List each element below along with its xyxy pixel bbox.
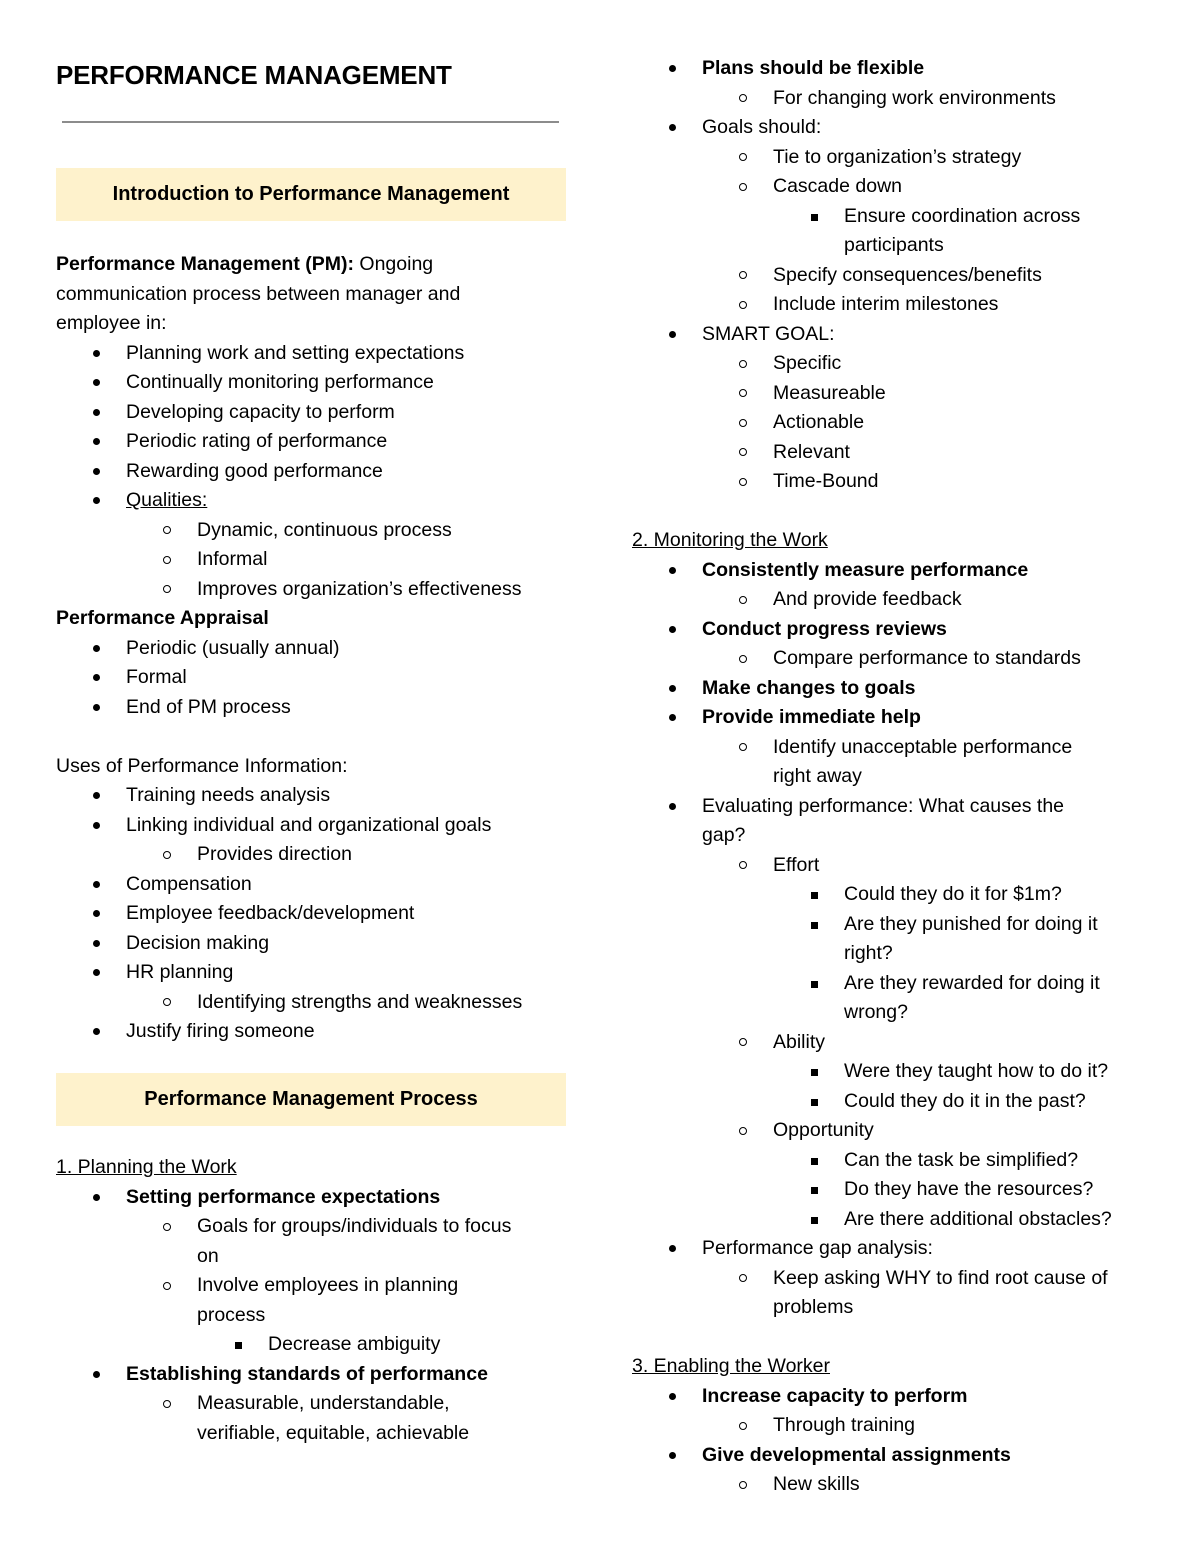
sub-list-item <box>632 143 1162 173</box>
bullet-dot-icon <box>669 65 676 72</box>
item-text: Keep asking WHY to find root cause of <box>773 1266 1108 1289</box>
sub-sub-list-item <box>632 880 1162 910</box>
sub-list-item <box>632 1411 1162 1441</box>
item-text: Could they do it for $1m? <box>844 883 1062 905</box>
item-text: Formal <box>126 666 187 688</box>
item-text: Through training <box>773 1414 916 1436</box>
page-title: PERFORMANCE MANAGEMENT <box>56 60 452 90</box>
item-text: New skills <box>773 1473 860 1495</box>
sub-list-item <box>632 408 1162 438</box>
item-text: Identify unacceptable performance <box>773 735 1073 758</box>
list-item <box>632 674 1162 704</box>
item-text: Developing capacity to perform <box>126 400 395 423</box>
item-text: Goals for groups/individuals to focus <box>197 1215 512 1237</box>
list-item <box>632 1234 1162 1264</box>
bullet-circle-icon <box>739 1038 747 1046</box>
sub-list-item <box>56 1271 568 1301</box>
item-text: Ability <box>773 1030 826 1053</box>
item-text: Are they punished for doing it <box>844 912 1098 935</box>
item-text: Involve employees in planning <box>197 1274 459 1296</box>
sub-list-item-continued: problems <box>773 1296 854 1318</box>
sub-list-item <box>632 172 1162 202</box>
list-item <box>632 320 1162 350</box>
bullet-square-icon <box>811 1217 818 1224</box>
bullet-dot-icon <box>669 714 676 721</box>
bullet-square-icon <box>811 922 818 929</box>
bullet-square-icon <box>811 1099 818 1106</box>
bullet-dot-icon <box>93 350 100 357</box>
bullet-dot-icon <box>93 910 100 917</box>
item-text: Decision making <box>126 931 270 954</box>
item-text: Could they do it in the past? <box>844 1089 1086 1112</box>
bullet-circle-icon <box>739 360 747 368</box>
sub-list-item <box>632 290 1162 320</box>
list-item-qualities <box>56 486 568 516</box>
sub-list-item <box>632 1264 1162 1294</box>
sub-list-item <box>56 1389 568 1419</box>
list-item <box>56 1017 568 1047</box>
bullet-dot-icon <box>669 124 676 131</box>
item-text: Opportunity <box>773 1119 874 1141</box>
bullet-dot-icon <box>669 803 676 810</box>
item-text: Were they taught how to do it? <box>844 1060 1109 1082</box>
list-item <box>56 427 568 457</box>
bullet-dot-icon <box>93 674 100 681</box>
bullet-dot-icon <box>669 685 676 692</box>
bullet-dot-icon <box>93 940 100 947</box>
sub-list-item-continued: process <box>197 1303 266 1326</box>
bullet-circle-icon <box>739 448 747 456</box>
bullet-circle-icon <box>163 585 171 593</box>
list-item <box>632 113 1162 143</box>
sub-list-item-continued: right away <box>773 765 862 787</box>
item-text: For changing work environments <box>773 86 1056 109</box>
bullet-circle-icon <box>739 94 747 102</box>
definition-line: communication process between manager and <box>56 282 461 305</box>
bullet-dot-icon <box>93 1371 100 1378</box>
list-item <box>56 1360 568 1390</box>
bullet-circle-icon <box>163 851 171 859</box>
list-item <box>632 1382 1162 1412</box>
sub-list-item <box>632 349 1162 379</box>
item-text: Goals should: <box>702 116 822 138</box>
list-item <box>56 929 568 959</box>
sub-sub-list-item <box>632 910 1162 940</box>
list-item <box>632 54 1162 84</box>
intro-content <box>56 250 568 1047</box>
item-text: Employee feedback/development <box>126 902 415 924</box>
list-item <box>56 457 568 487</box>
list-item <box>56 781 568 811</box>
bullet-dot-icon <box>669 1245 676 1252</box>
item-text: Performance gap analysis: <box>702 1237 933 1259</box>
bullet-dot-icon <box>93 1194 100 1201</box>
bullet-dot-icon <box>93 379 100 386</box>
list-item <box>56 368 568 398</box>
sub-list-item <box>632 467 1162 497</box>
bullet-circle-icon <box>739 1481 747 1489</box>
bullet-circle-icon <box>739 389 747 397</box>
sub-list-item-continued: on <box>197 1244 219 1267</box>
item-text: And provide feedback <box>773 588 962 610</box>
item-text: Time-Bound <box>773 470 879 492</box>
item-text: Are they rewarded for doing it <box>844 971 1100 994</box>
bullet-dot-icon <box>93 704 100 711</box>
sub-sub-list-item <box>632 969 1162 999</box>
sub-list-item <box>632 84 1162 114</box>
item-text: Identifying strengths and weaknesses <box>197 990 523 1013</box>
item-text: Measurable, understandable, <box>197 1392 450 1414</box>
item-text: Decrease ambiguity <box>268 1333 441 1355</box>
list-item <box>56 398 568 428</box>
bullet-square-icon <box>235 1342 242 1349</box>
bullet-dot-icon <box>93 468 100 475</box>
item-text: Training needs analysis <box>126 784 331 806</box>
item-text: Make changes to goals <box>702 676 916 699</box>
list-item <box>56 339 568 369</box>
item-text: Ensure coordination across <box>844 204 1081 227</box>
bullet-dot-icon <box>669 1393 676 1400</box>
item-text: Measureable <box>773 381 886 404</box>
definition-term: Performance Management (PM): <box>56 253 354 275</box>
list-item <box>56 663 568 693</box>
sub-list-item <box>56 988 568 1018</box>
item-text: Plans should be flexible <box>702 57 925 79</box>
bullet-circle-icon <box>739 596 747 604</box>
item-text: Improves organization’s effectiveness <box>197 577 522 600</box>
bullet-circle-icon <box>739 1422 747 1430</box>
sub-list-item <box>632 851 1162 881</box>
item-text: Are there additional obstacles? <box>844 1207 1112 1230</box>
appraisal-heading: Performance Appraisal <box>56 607 269 629</box>
list-item <box>56 870 568 900</box>
sub-sub-list-item-continued: wrong? <box>844 1001 908 1023</box>
bullet-circle-icon <box>739 743 747 751</box>
bullet-circle-icon <box>163 1400 171 1408</box>
planning-content-continued <box>632 54 1162 1500</box>
bullet-dot-icon <box>669 331 676 338</box>
item-text: Tie to organization’s strategy <box>773 145 1022 168</box>
bullet-dot-icon <box>669 626 676 633</box>
sub-sub-list-item <box>632 1057 1162 1087</box>
item-text: Specify consequences/benefits <box>773 263 1042 286</box>
sub-list-item <box>632 1470 1162 1500</box>
enabling-heading: 3. Enabling the Worker <box>632 1355 830 1377</box>
item-text: Provide immediate help <box>702 706 921 728</box>
bullet-circle-icon <box>739 1127 747 1135</box>
bullet-circle-icon <box>163 1282 171 1290</box>
item-text: Do they have the resources? <box>844 1178 1094 1200</box>
item-text: Compare performance to standards <box>773 647 1081 669</box>
sub-sub-list-item <box>56 1330 568 1360</box>
sub-sub-list-item <box>632 1175 1162 1205</box>
bullet-dot-icon <box>669 567 676 574</box>
item-text: Dynamic, continuous process <box>197 518 452 541</box>
item-text: Periodic rating of performance <box>126 430 388 452</box>
bullet-circle-icon <box>739 419 747 427</box>
title-divider <box>62 121 559 123</box>
bullet-square-icon <box>811 892 818 899</box>
list-item <box>56 693 568 723</box>
item-text: Can the task be simplified? <box>844 1148 1079 1171</box>
bullet-dot-icon <box>93 792 100 799</box>
definition-text: Ongoing <box>359 253 434 275</box>
sub-list-item <box>632 585 1162 615</box>
list-item <box>632 792 1162 822</box>
bullet-dot-icon <box>93 822 100 829</box>
bullet-circle-icon <box>739 655 747 663</box>
item-text: Specific <box>773 352 842 374</box>
bullet-dot-icon <box>93 1028 100 1035</box>
bullet-circle-icon <box>163 526 171 534</box>
list-item <box>632 615 1162 645</box>
bullet-circle-icon <box>163 556 171 564</box>
item-text: HR planning <box>126 961 234 983</box>
sub-sub-list-item <box>632 1205 1162 1235</box>
sub-list-item <box>632 1116 1162 1146</box>
list-item <box>56 1183 568 1213</box>
sub-list-item <box>632 644 1162 674</box>
item-text: Give developmental assignments <box>702 1443 1011 1466</box>
bullet-circle-icon <box>163 998 171 1006</box>
sub-list-item-continued: verifiable, equitable, achievable <box>197 1421 470 1444</box>
item-text: Linking individual and organizational goals <box>126 813 492 836</box>
bullet-square-icon <box>811 1187 818 1194</box>
bullet-circle-icon <box>739 861 747 869</box>
bullet-circle-icon <box>163 1223 171 1231</box>
sub-list-item <box>632 261 1162 291</box>
definition-line <box>56 250 568 280</box>
item-text: Cascade down <box>773 175 902 197</box>
process-section-heading: Performance Management Process <box>56 1073 566 1126</box>
intro-section-heading: Introduction to Performance Management <box>56 168 566 221</box>
item-text: Informal <box>197 548 268 570</box>
item-text: SMART GOAL: <box>702 322 835 345</box>
item-text: Justify firing someone <box>126 1020 315 1042</box>
item-text: Establishing standards of performance <box>126 1362 488 1385</box>
list-item <box>56 958 568 988</box>
item-text: Relevant <box>773 440 850 463</box>
item-text: Rewarding good performance <box>126 459 383 482</box>
item-text: Periodic (usually annual) <box>126 636 340 659</box>
bullet-dot-icon <box>93 645 100 652</box>
sub-list-item <box>56 840 568 870</box>
bullet-square-icon <box>811 981 818 988</box>
uses-heading: Uses of Performance Information: <box>56 754 348 777</box>
bullet-circle-icon <box>739 1274 747 1282</box>
item-text: Setting performance expectations <box>126 1185 441 1208</box>
list-item <box>56 899 568 929</box>
bullet-dot-icon <box>93 969 100 976</box>
item-text: Conduct progress reviews <box>702 617 947 640</box>
list-item-continued: gap? <box>702 824 746 846</box>
item-text: Include interim milestones <box>773 293 999 315</box>
sub-sub-list-item <box>632 1146 1162 1176</box>
item-text: End of PM process <box>126 695 291 718</box>
bullet-dot-icon <box>93 497 100 504</box>
sub-list-item <box>632 733 1162 763</box>
sub-list-item <box>56 516 568 546</box>
item-text: Consistently measure performance <box>702 558 1029 581</box>
bullet-square-icon <box>811 1158 818 1165</box>
bullet-square-icon <box>811 1069 818 1076</box>
sub-sub-list-item <box>632 202 1162 232</box>
item-text: Provides direction <box>197 843 352 865</box>
sub-sub-list-item <box>632 1087 1162 1117</box>
planning-content <box>56 1153 568 1448</box>
item-text: Effort <box>773 853 820 876</box>
bullet-circle-icon <box>739 478 747 486</box>
sub-list-item <box>632 379 1162 409</box>
list-item <box>632 703 1162 733</box>
list-item <box>56 634 568 664</box>
monitoring-heading: 2. Monitoring the Work <box>632 529 828 551</box>
sub-list-item <box>56 575 568 605</box>
item-text: Compensation <box>126 872 252 895</box>
list-item <box>632 556 1162 586</box>
bullet-square-icon <box>811 214 818 221</box>
item-text: Qualities: <box>126 489 208 511</box>
sub-list-item <box>56 545 568 575</box>
bullet-dot-icon <box>93 409 100 416</box>
item-text: Increase capacity to perform <box>702 1384 968 1407</box>
list-item <box>632 1441 1162 1471</box>
item-text: Actionable <box>773 411 865 433</box>
sub-list-item <box>56 1212 568 1242</box>
planning-heading: 1. Planning the Work <box>56 1156 237 1178</box>
bullet-circle-icon <box>739 153 747 161</box>
sub-list-item <box>632 1028 1162 1058</box>
sub-sub-list-item-continued: right? <box>844 942 893 964</box>
bullet-circle-icon <box>739 183 747 191</box>
bullet-circle-icon <box>739 301 747 309</box>
bullet-circle-icon <box>739 271 747 279</box>
item-text: Continually monitoring performance <box>126 371 434 393</box>
item-text: Planning work and setting expectations <box>126 341 465 364</box>
sub-list-item <box>632 438 1162 468</box>
item-text: Evaluating performance: What causes the <box>702 794 1065 817</box>
bullet-dot-icon <box>93 881 100 888</box>
bullet-dot-icon <box>93 438 100 445</box>
sub-sub-list-item-continued: participants <box>844 234 944 256</box>
bullet-dot-icon <box>669 1452 676 1459</box>
list-item <box>56 811 568 841</box>
definition-line: employee in: <box>56 312 167 334</box>
